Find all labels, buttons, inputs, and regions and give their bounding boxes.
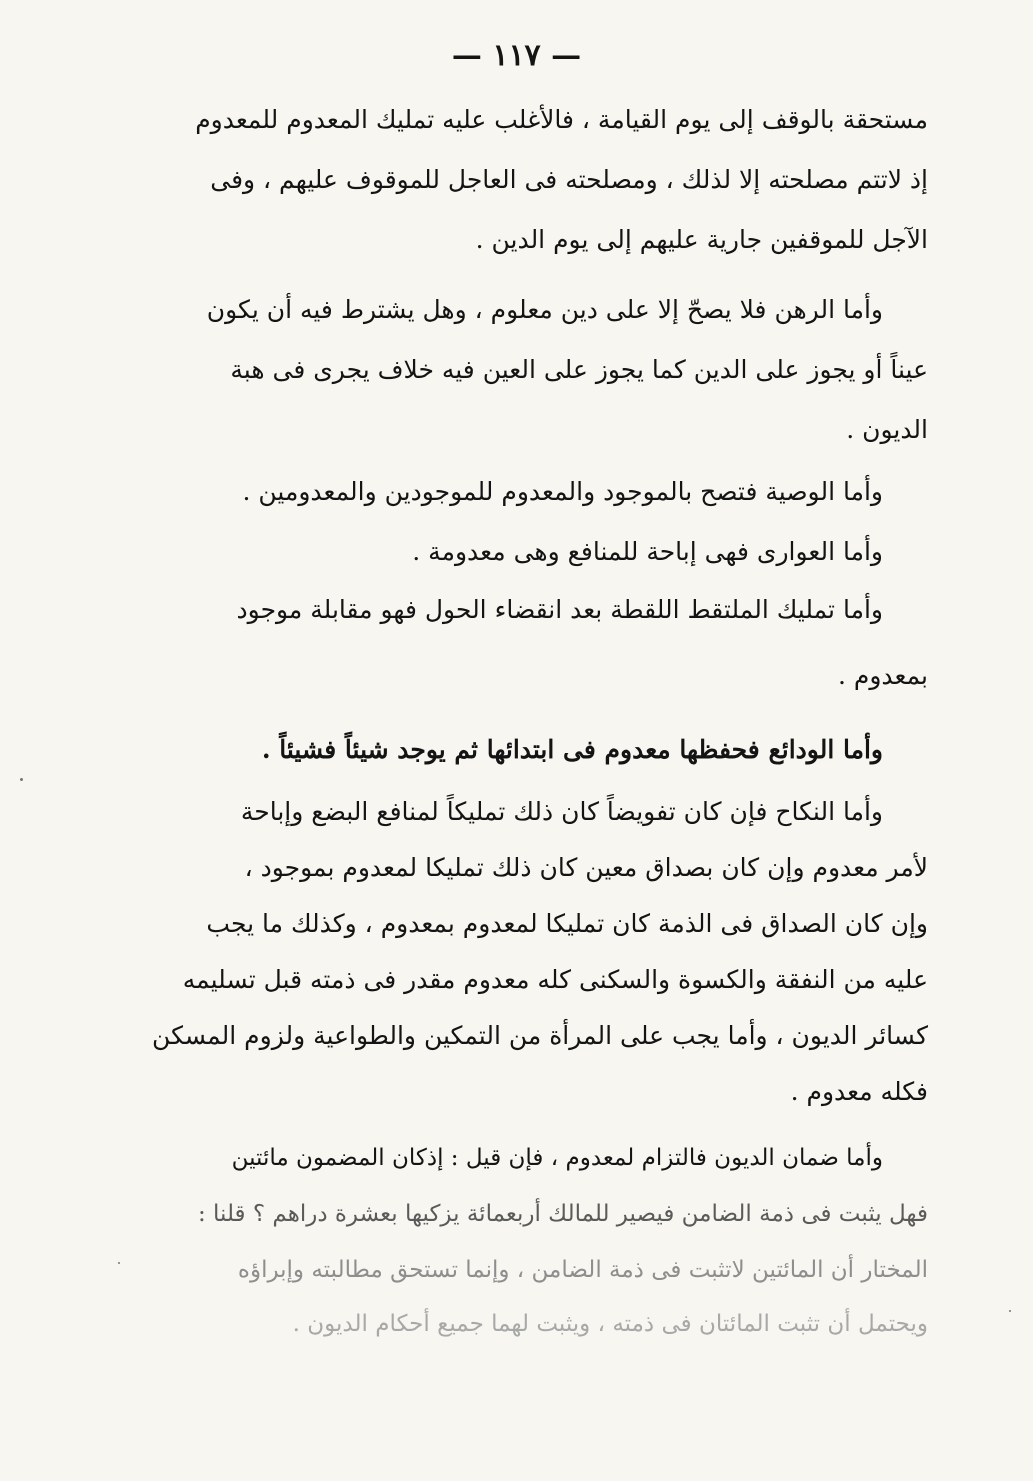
- text-line: المختار أن المائتين لاتثبت فى ذمة الضامن ، وإنما تستحق مطالبته وإبراؤه: [237, 1257, 928, 1283]
- text-line: وأما الودائع فحفظها معدوم فى ابتدائها ثم يوجد شيئاً فشيئاً .: [261, 735, 883, 764]
- ink-speck: [118, 1262, 120, 1264]
- text-line: ويحتمل أن تثبت المائتان فى ذمته ، ويثبت لهما جميع أحكام الديون .: [292, 1311, 928, 1337]
- text-line: وإن كان الصداق فى الذمة كان تمليكا لمعدوم بمعدوم ، وكذلك ما يجب: [206, 909, 928, 938]
- text-line: الديون .: [846, 415, 928, 444]
- text-line: وأما ضمان الديون فالتزام لمعدوم ، فإن قيل : إذكان المضمون مائتين: [231, 1145, 883, 1171]
- ink-speck: [20, 778, 23, 781]
- page-number: — ١١٧ —: [451, 38, 582, 73]
- text-line: الآجل للموقفين جارية عليهم إلى يوم الدين .: [475, 225, 928, 254]
- text-line: إذ لاتتم مصلحته إلا لذلك ، ومصلحته فى العاجل للموقوف عليهم ، وفى: [210, 165, 928, 194]
- text-line: عيناً أو يجوز على الدين كما يجوز على العين فيه خلاف يجرى فى هبة: [230, 355, 928, 384]
- text-line: فهل يثبت فى ذمة الضامن فيصير للمالك أربعمائة يزكيها بعشرة دراهم ؟ قلنا :: [197, 1201, 928, 1227]
- text-line: وأما الوصية فتصح بالموجود والمعدوم للموجودين والمعدومين .: [242, 477, 883, 506]
- text-line: لأمر معدوم وإن كان بصداق معين كان ذلك تمليكا لمعدوم بموجود ،: [244, 853, 928, 882]
- text-line: عليه من النفقة والكسوة والسكنى كله معدوم مقدر فى ذمته قبل تسليمه: [182, 965, 928, 994]
- text-line: وأما الرهن فلا يصحّ إلا على دين معلوم ، وهل يشترط فيه أن يكون: [206, 295, 883, 324]
- text-line: مستحقة بالوقف إلى يوم القيامة ، فالأغلب عليه تمليك المعدوم للمعدوم: [195, 105, 928, 134]
- text-line: كسائر الديون ، وأما يجب على المرأة من التمكين والطواعية ولزوم المسكن: [152, 1021, 928, 1050]
- ink-speck: [1009, 1310, 1011, 1312]
- text-line: وأما النكاح فإن كان تفويضاً كان ذلك تمليكاً لمنافع البضع وإباحة: [240, 797, 883, 826]
- text-line: فكله معدوم .: [790, 1077, 928, 1106]
- text-line: وأما تمليك الملتقط اللقطة بعد انقضاء الحول فهو مقابلة موجود: [236, 595, 883, 624]
- text-line: وأما العوارى فهى إباحة للمنافع وهى معدومة .: [412, 537, 883, 566]
- text-line: بمعدوم .: [837, 661, 928, 690]
